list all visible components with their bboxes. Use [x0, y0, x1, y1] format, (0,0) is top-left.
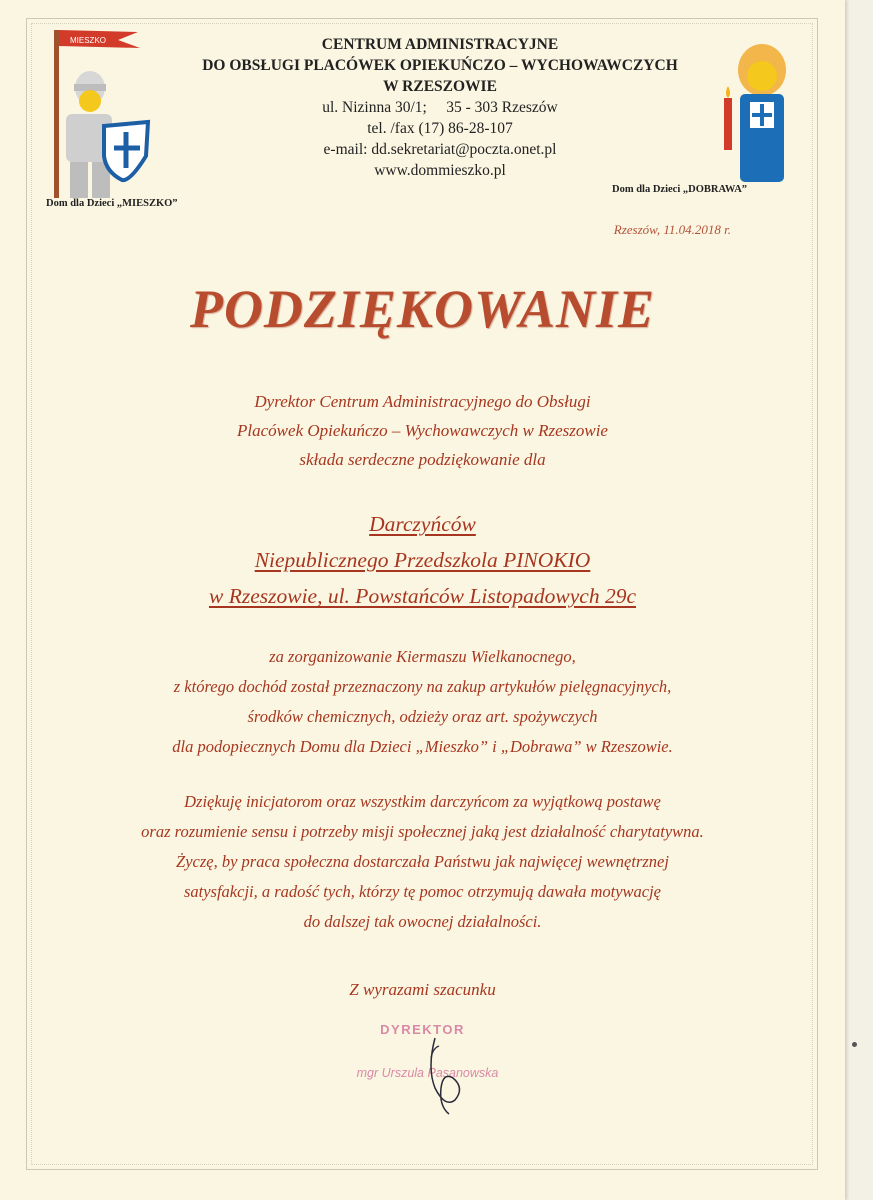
handwritten-signature [405, 1028, 485, 1118]
thanks-paragraph [0, 787, 845, 937]
reason-line: z którego dochód został przeznaczony na zakup artykułów pielęgnacyjnych, [173, 677, 672, 696]
email: e-mail: dd.sekretariat@poczta.onet.pl [323, 141, 557, 158]
phone: tel. /fax (17) 86-28-107 [367, 120, 513, 137]
stamp-role: DYREKTOR [380, 1022, 465, 1037]
stamp-name: mgr Urszula Pasanowska [356, 1066, 499, 1080]
thanks-line: Życzę, by praca społeczna dostarczała Państwu jak najwięcej wewnętrznej [176, 852, 669, 871]
dobrawa-logo [712, 42, 807, 187]
thanks-line: do dalszej tak owocnej działalności. [303, 912, 542, 931]
address: ul. Nizinna 30/1; 35 - 303 Rzeszów [322, 99, 558, 116]
intro-line: składa serdeczne podziękowanie dla [299, 450, 546, 469]
recipient-line: Darczyńców [369, 512, 476, 536]
reason-line: za zorganizowanie Kiermaszu Wielkanocnego, [269, 647, 576, 666]
institution-name-2: DO OBSŁUGI PLACÓWEK OPIEKUŃCZO – WYCHOWAWCZYCH [202, 57, 678, 74]
document-date: Rzeszów, 11.04.2018 r. [613, 222, 731, 237]
intro-paragraph [0, 387, 845, 474]
left-logo-caption: Dom dla Dzieci „MIESZKO” [46, 198, 178, 209]
institution-name: CENTRUM ADMINISTRACYJNE [321, 36, 559, 53]
institution-city: W RZESZOWIE [383, 78, 497, 95]
recipients [0, 506, 845, 614]
scan-speck [852, 1042, 857, 1047]
recipient-line: Niepublicznego Przedszkola PINOKIO [254, 548, 591, 572]
thanks-line: satysfakcji, a radość tych, którzy tę pomoc otrzymują dawała motywację [183, 882, 662, 901]
intro-line: Placówek Opiekuńczo – Wychowawczych w Rzeszowie [237, 421, 608, 440]
reason-line: środków chemicznych, odzieży oraz art. spożywczych [247, 707, 598, 726]
right-logo-caption: Dom dla Dzieci „DOBRAWA” [612, 184, 748, 195]
closing-phrase: Z wyrazami szacunku [349, 980, 496, 999]
flag-text: MIESZKO [70, 36, 107, 45]
thanks-line: Dziękuję inicjatorom oraz wszystkim darczyńcom za wyjątkową postawę [184, 792, 661, 811]
intro-line: Dyrektor Centrum Administracyjnego do Obsługi [254, 392, 591, 411]
mieszko-logo [48, 26, 158, 206]
reason-paragraph [0, 642, 845, 762]
thanks-line: oraz rozumienie sensu i potrzeby misji społecznej jaką jest działalność charytatywna. [141, 822, 704, 841]
letterhead [160, 34, 720, 181]
reason-line: dla podopiecznych Domu dla Dzieci „Mieszko” i „Dobrawa” w Rzeszowie. [172, 737, 673, 756]
document-title: PODZIĘKOWANIE [189, 279, 656, 339]
recipient-line: w Rzeszowie, ul. Powstańców Listopadowych 29c [208, 584, 636, 608]
website: www.dommieszko.pl [374, 162, 506, 179]
